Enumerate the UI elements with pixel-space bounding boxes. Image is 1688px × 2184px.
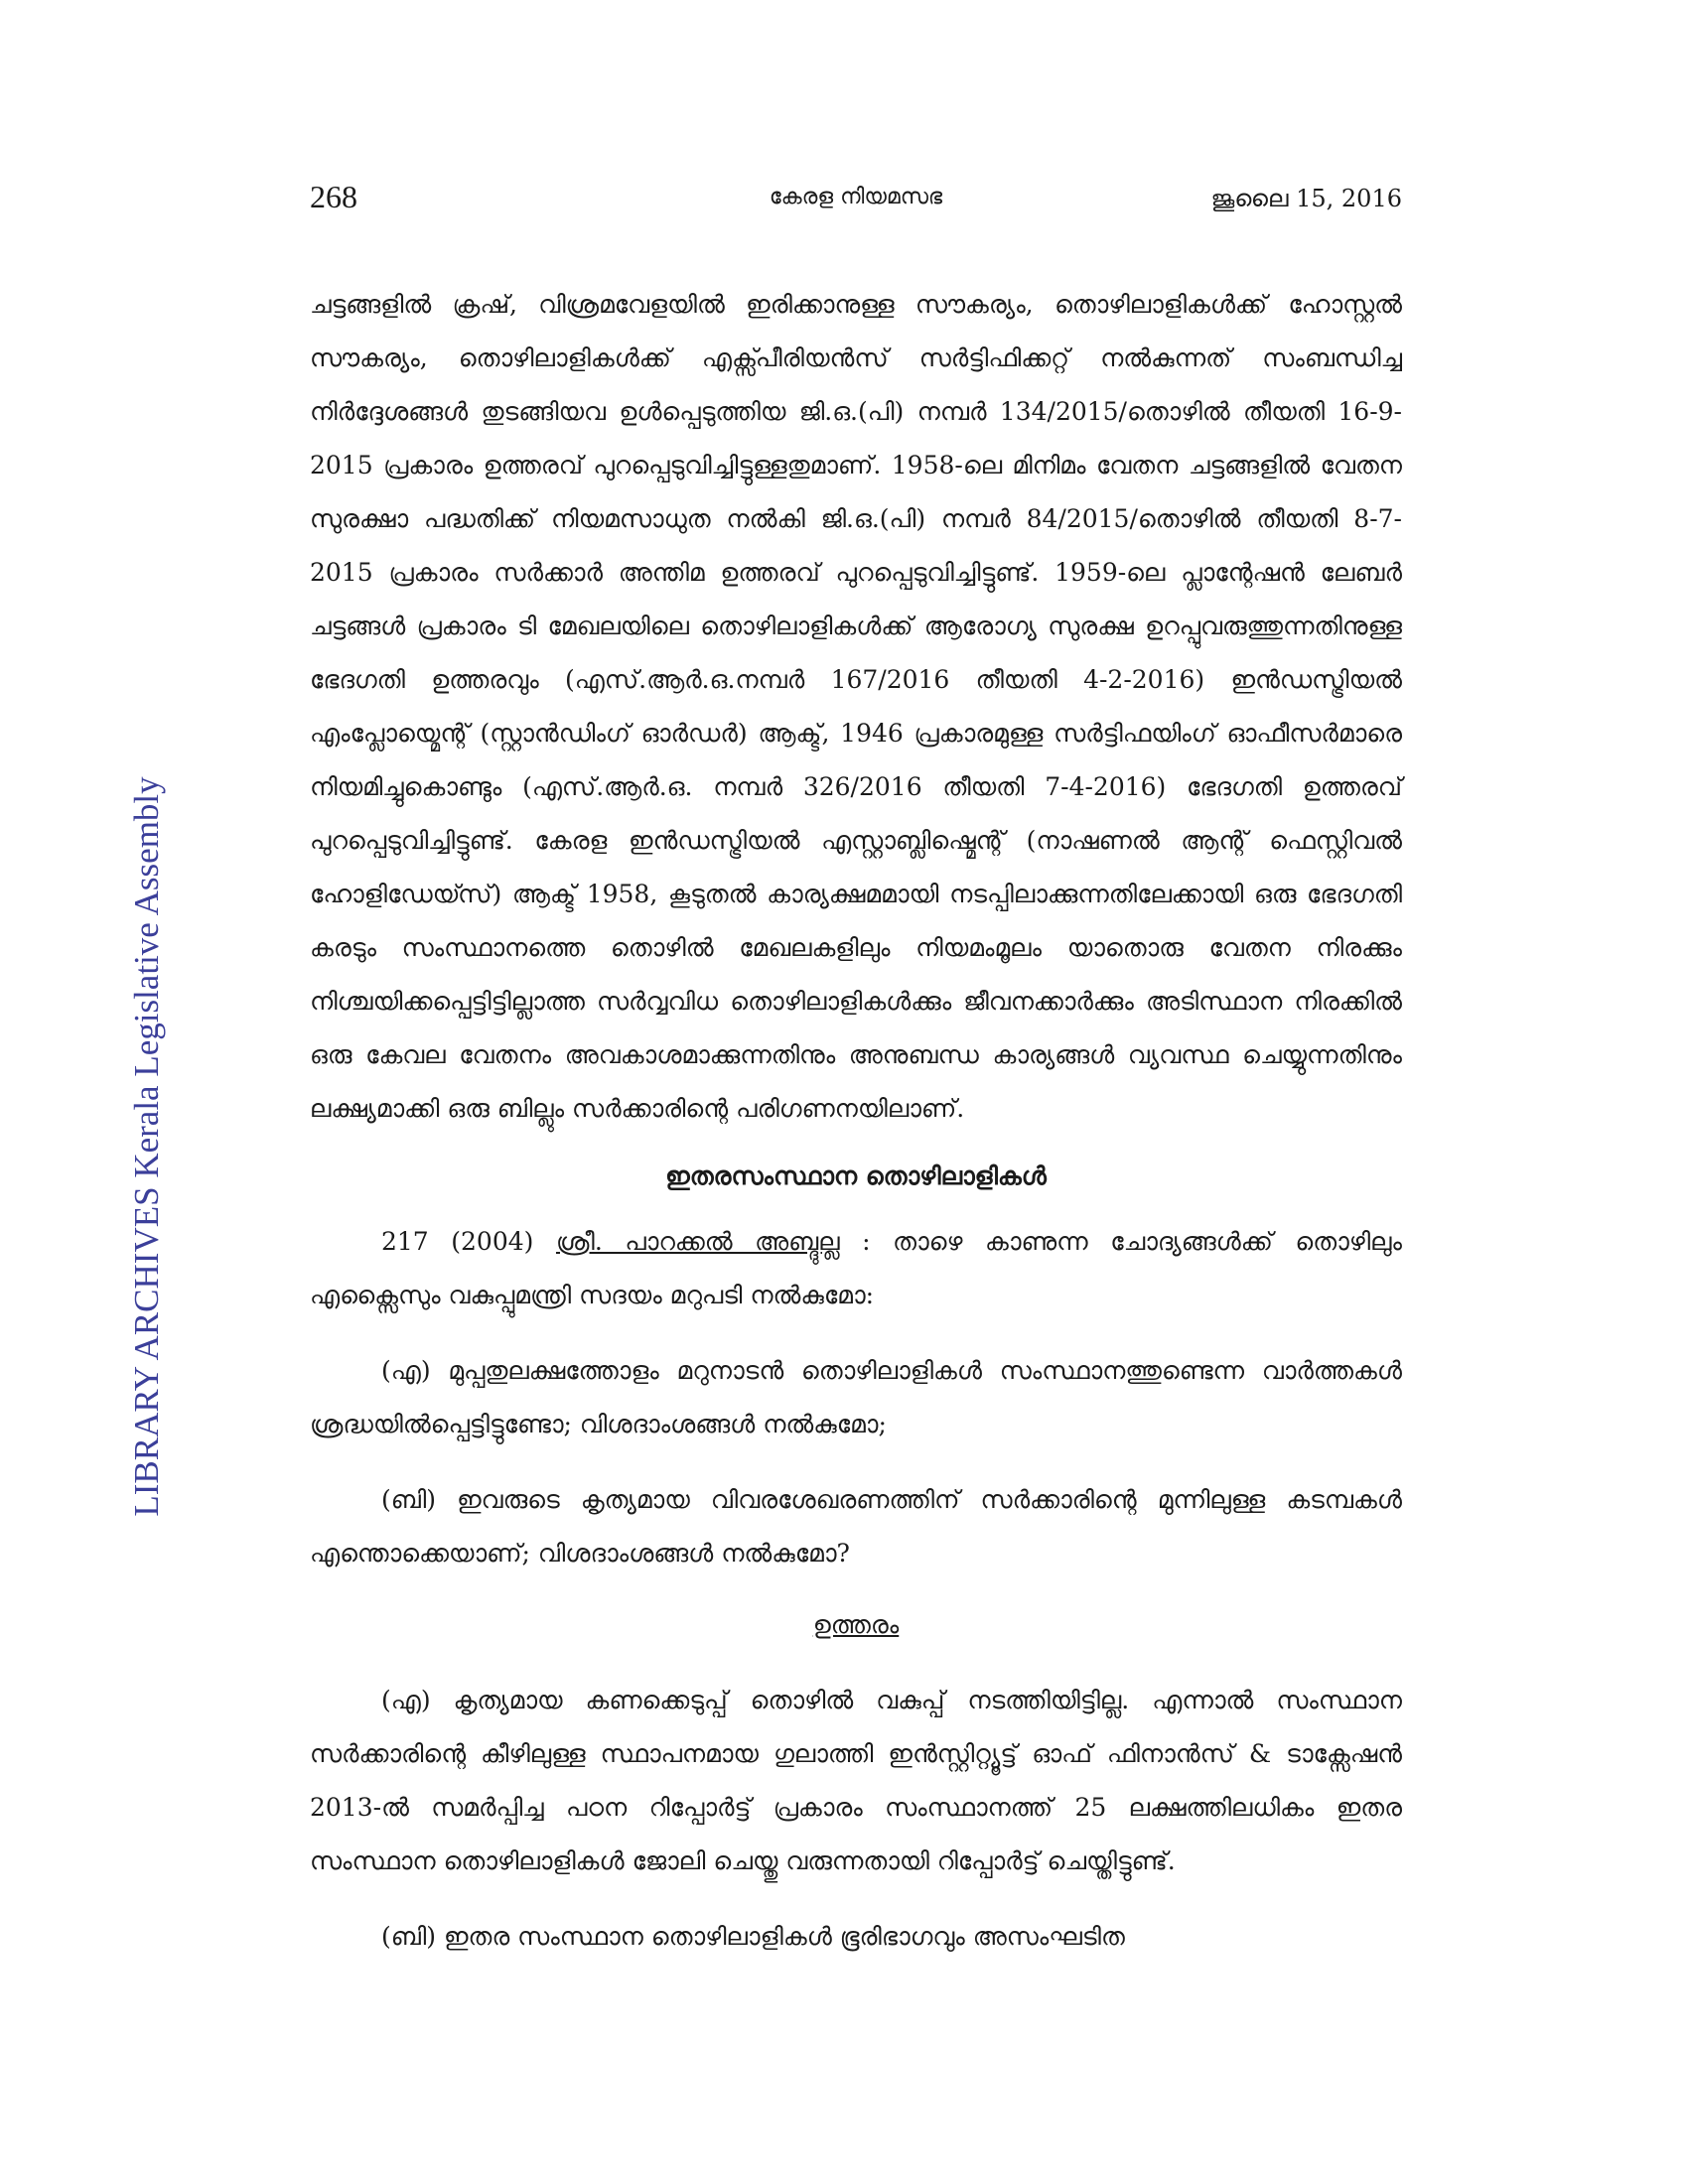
answer-heading: ഉത്തരം — [812, 1610, 900, 1639]
document-body — [310, 278, 1402, 1964]
question-intro-text: : താഴെ കാണുന്ന ചോദ്യങ്ങൾക്ക് തൊഴിലും എക്സൈസും വകുപ്പുമന്ത്രി സദയം മറുപടി നൽകുമോ: — [310, 1227, 1403, 1309]
answer-b: (ബി) ഇതര സംസ്ഥാന തൊഴിലാളികൾ ഭൂരിഭാഗവും അസംഘടിത — [381, 1922, 1125, 1951]
question-a: (എ) മുപ്പതുലക്ഷത്തോളം മറുനാടൻ തൊഴിലാളികൾ സംസ്ഥാനത്തുണ്ടെന്ന വാർത്തകൾ ശ്രദ്ധയിൽപ്പെട്ടിട്ടുണ്ടോ; വിശദാംശങ്ങൾ നൽകുമോ; — [310, 1356, 1402, 1438]
header-date: ജൂലൈ 15, 2016 — [1210, 185, 1402, 212]
page-number: 268 — [310, 179, 357, 214]
continuation-paragraph: ചട്ടങ്ങളിൽ ക്രഷ്, വിശ്രമവേളയിൽ ഇരിക്കാനുള്ള സൗകര്യം, തൊഴിലാളികൾക്ക് ഹോസ്റ്റൽ സൗകര്യം, തൊഴിലാളികൾക്ക് എക്സ്പീരിയൻസ് സർട്ടിഫിക്കറ്റ് നൽകുന്നത് സംബന്ധിച്ച നിർദ്ദേശങ്ങൾ തുടങ്ങിയവ ഉൾപ്പെടുത്തിയ ജി.ഒ.(പി) നമ്പർ 134/2015/തൊഴിൽ തീയതി 16-9-2015 പ്രകാരം ഉത്തരവ് പുറപ്പെടുവിച്ചിട്ടുള്ളതുമാണ്. 1958-ലെ മിനിമം വേതന ചട്ടങ്ങളിൽ വേതന സുരക്ഷാ പദ്ധതിക്ക് നിയമസാധുത നൽകി ജി.ഒ.(പി) നമ്പർ 84/2015/തൊഴിൽ തീയതി 8-7-2015 പ്രകാരം സർക്കാർ അന്തിമ ഉത്തരവ് പുറപ്പെടുവിച്ചിട്ടുണ്ട്. 1959-ലെ പ്ലാന്റേഷൻ ലേബർ ചട്ടങ്ങൾ പ്രകാരം ടി മേഖലയിലെ തൊഴിലാളികൾക്ക് ആരോഗ്യ സുരക്ഷ ഉറപ്പുവരുത്തുന്നതിനുള്ള ഭേദഗതി ഉത്തരവും (എസ്.ആർ.ഒ.നമ്പർ 167/2016 തീയതി 4-2-2016) ഇൻഡസ്ട്രിയൽ എംപ്ലോയ്മെന്റ് (സ്റ്റാൻഡിംഗ് ഓർഡർ) ആക്ട്, 1946 പ്രകാരമുള്ള സർട്ടിഫയിംഗ് ഓഫീസർമാരെ നിയമിച്ചുകൊണ്ടും (എസ്.ആർ.ഒ. നമ്പർ 326/2016 തീയതി 7-4-2016) ഭേദഗതി ഉത്തരവ് പുറപ്പെടുവിച്ചിട്ടുണ്ട്. കേരള ഇൻഡസ്ട്രിയൽ എസ്റ്റാബ്ലിഷ്മെന്റ് (നാഷണൽ ആന്റ് ഫെസ്റ്റിവൽ ഹോളിഡേയ്സ്) ആക്ട് 1958, കൂടുതൽ കാര്യക്ഷമമായി നടപ്പിലാക്കുന്നതിലേക്കായി ഒരു ഭേദഗതി കരടും സംസ്ഥാനത്തെ തൊഴിൽ മേഖലകളിലും നിയമംമൂലം യാതൊരു വേതന നിരക്കും നിശ്ചയിക്കപ്പെട്ടിട്ടില്ലാത്ത സർവ്വവിധ തൊഴിലാളികൾക്കും ജീവനക്കാർക്കും അടിസ്ഥാന നിരക്കിൽ ഒരു കേവല വേതനം അവകാശമാക്കുന്നതിനും അനുബന്ധ കാര്യങ്ങൾ വ്യവസ്ഥ ചെയ്യുന്നതിനും ലക്ഷ്യമാക്കി ഒരു ബില്ലും സർക്കാരിന്റെ പരിഗണനയിലാണ്. — [310, 290, 1402, 1123]
member-name: ശ്രീ. പാറക്കൽ അബ്ദുല്ല — [555, 1227, 840, 1256]
question-intro — [310, 1215, 1402, 1322]
question-number: 217 (2004) — [381, 1227, 534, 1256]
answer-a: (എ) കൃത്യമായ കണക്കെടുപ്പ് തൊഴിൽ വകുപ്പ് നടത്തിയിട്ടില്ല. എന്നാൽ സംസ്ഥാന സർക്കാരിന്റെ കീഴിലുള്ള സ്ഥാപനമായ ഗുലാത്തി ഇൻസ്റ്റിറ്റ്യൂട്ട് ഓഫ് ഫിനാൻസ് & ടാക്സേഷൻ 2013-ൽ സമർപ്പിച്ച പഠന റിപ്പോർട്ട് പ്രകാരം സംസ്ഥാനത്ത് 25 ലക്ഷത്തിലധികം ഇതര സംസ്ഥാന തൊഴിലാളികൾ ജോലി ചെയ്തു വരുന്നതായി റിപ്പോർട്ട് ചെയ്തിട്ടുണ്ട്. — [310, 1686, 1402, 1875]
question-b: (ബി) ഇവരുടെ കൃത്യമായ വിവരശേഖരണത്തിന് സർക്കാരിന്റെ മുന്നിലുള്ള കടമ്പകൾ എന്തൊക്കെയാണ്; വിശദാംശങ്ങൾ നൽകുമോ? — [310, 1485, 1402, 1568]
running-title: കേരള നിയമസഭ — [769, 185, 943, 209]
section-heading: ഇതരസംസ്ഥാന തൊഴിലാളികൾ — [665, 1161, 1047, 1190]
page-header — [310, 179, 1402, 228]
archive-watermark: LIBRARY ARCHIVES Kerala Legislative Assembly — [127, 776, 166, 1517]
